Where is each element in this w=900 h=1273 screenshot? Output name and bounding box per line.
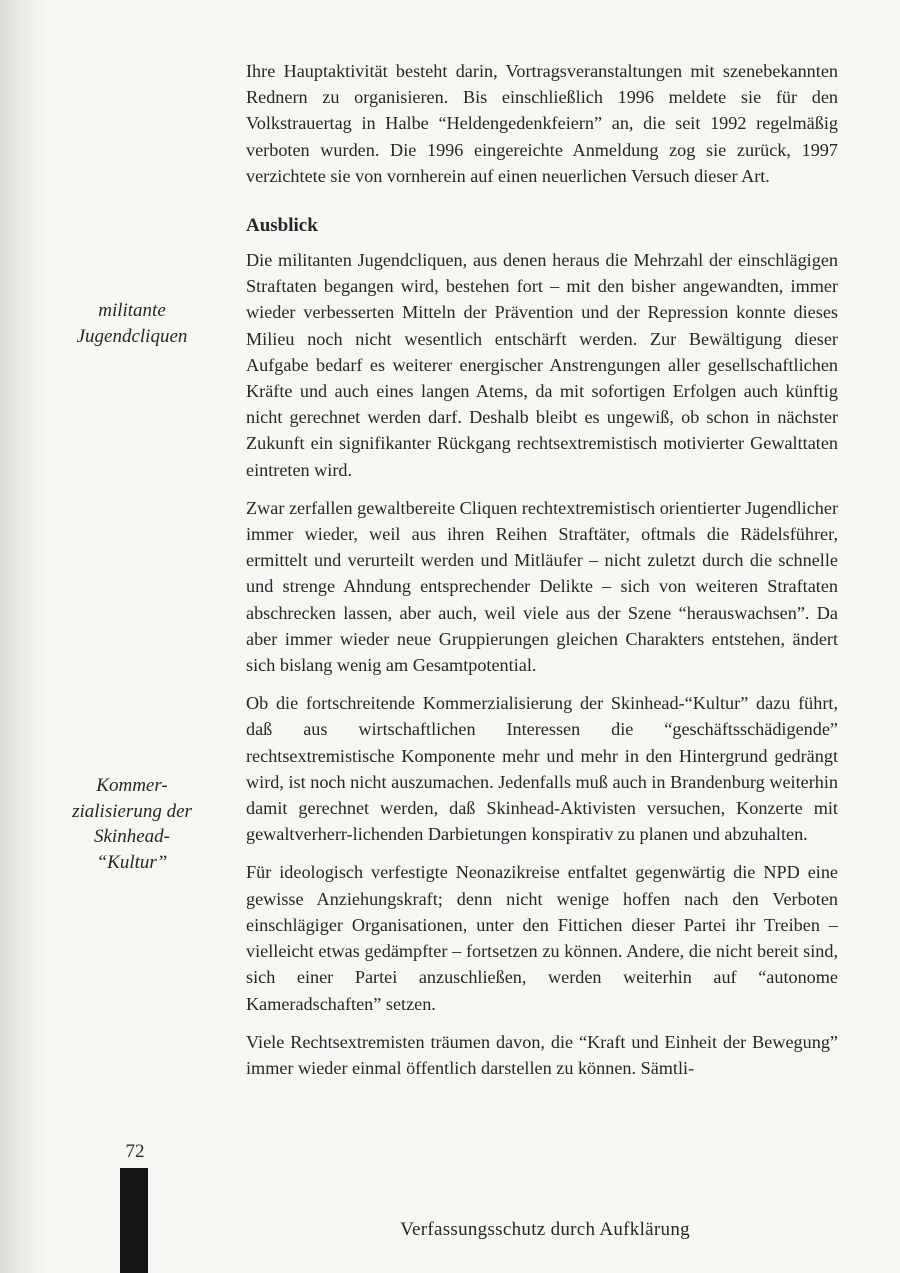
margin-note-line: militante — [98, 300, 166, 321]
margin-note-militante-jugendcliquen — [52, 298, 212, 349]
paragraph-5: Viele Rechtsextremisten träumen davon, die “Kraft und Einheit der Bewegung” immer wieder einmal öffentlich darstellen zu können. Sämtli- — [246, 1031, 838, 1078]
paragraph-4: Für ideologisch verfestigte Neonazikreise entfaltet gegenwärtig die NPD eine gewisse Anziehungskraft; denn nicht wenige hoffen nach den Verboten einschlägiger Organisationen, unter den Fittichen dieser Partei ihr Treiben – vielleicht etwas gedämpfter – fortsetzen zu können. Andere, die nicht bereit sind, sich einer Partei anzuschließen, werden weiterhin auf “autonome Kameradschaften” setzen. — [246, 862, 838, 1014]
binding-gutter-shadow — [0, 0, 46, 1273]
margin-note-line: Jugendcliquen — [76, 325, 188, 347]
paragraph-3: Ob die fortschreitende Kommerzialisierung der Skinhead-“Kultur” dazu führt, daß aus wirtschaftlichen Interessen die “geschäftsschädigende” rechtsextremistische Komponente mehr und mehr in den Hintergrund gedrängt wird, ist noch nicht auszumachen. Jedenfalls muß auch in Brandenburg weiterhin damit gerechnet werden, daß Skinhead-Aktivisten versuchen, Konzerte mit gewaltverherr-lichenden Darbietungen konspirativ zu planen und abzuhalten. — [246, 693, 838, 845]
margin-note-line: zialisierung der — [72, 800, 192, 822]
paragraph-intro: Ihre Hauptaktivität besteht darin, Vortragsveranstaltungen mit szenebekannten Rednern zu organisieren. Bis einschließlich 1996 meldete sie für den Volkstrauertag in Halbe “Heldengedenkfeiern” an, die seit 1992 regelmäßig verboten wurden. Die 1996 eingereichte Anmeldung zog sie zurück, 1997 verzichtete sie von vornherein auf einen neuerlichen Versuch dieser Art. — [246, 61, 838, 186]
main-text-column — [246, 58, 838, 1081]
margin-note-line: Kommer- — [96, 775, 168, 796]
page-marker-bar — [120, 1168, 148, 1273]
section-heading: Ausblick — [246, 215, 318, 237]
page-number: 72 — [125, 1141, 145, 1162]
paragraph-1: Die militanten Jugendcliquen, aus denen heraus die Mehrzahl der einschlägigen Straftaten begangen wird, bestehen fort – mit den bisher angewandten, immer wieder verbesserten Mitteln der Prävention und der Repression konnte dieses Milieu noch nicht wesentlich entschärft werden. Zur Bewältigung dieser Aufgabe bedarf es weiterer energischer Anstrengungen aller gesellschaftlichen Kräfte und auch eines langen Atems, da mit sofortigen Erfolgen auch künftig nicht gerechnet werden darf. Deshalb bleibt es ungewiß, ob schon in nächster Zukunft ein signifikanter Rückgang rechtsextremistisch motivierter Gewalttaten eintreten wird. — [246, 250, 838, 480]
paragraph-2: Zwar zerfallen gewaltbereite Cliquen rechtextremistisch orientierter Jugendlicher immer wieder, weil aus ihren Reihen Straftäter, oftmals die Rädelsführer, ermittelt und verurteilt werden und Mitläufer – nicht zuletzt durch die schnelle und strenge Ahndung entsprechender Delikte – sich von weiteren Straftaten abschrecken lassen, aber auch, weil viele aus der Szene “herauswachsen”. Da aber immer wieder neue Gruppierungen gleichen Charakters entstehen, ändert sich bislang wenig am Gesamtpotential. — [246, 497, 838, 676]
margin-note-line: “Kultur” — [96, 851, 168, 873]
margin-note-kommerzialisierung — [52, 773, 212, 875]
margin-note-line: Skinhead- — [94, 826, 170, 847]
running-footer: Verfassungsschutz durch Aufklärung — [400, 1219, 690, 1240]
